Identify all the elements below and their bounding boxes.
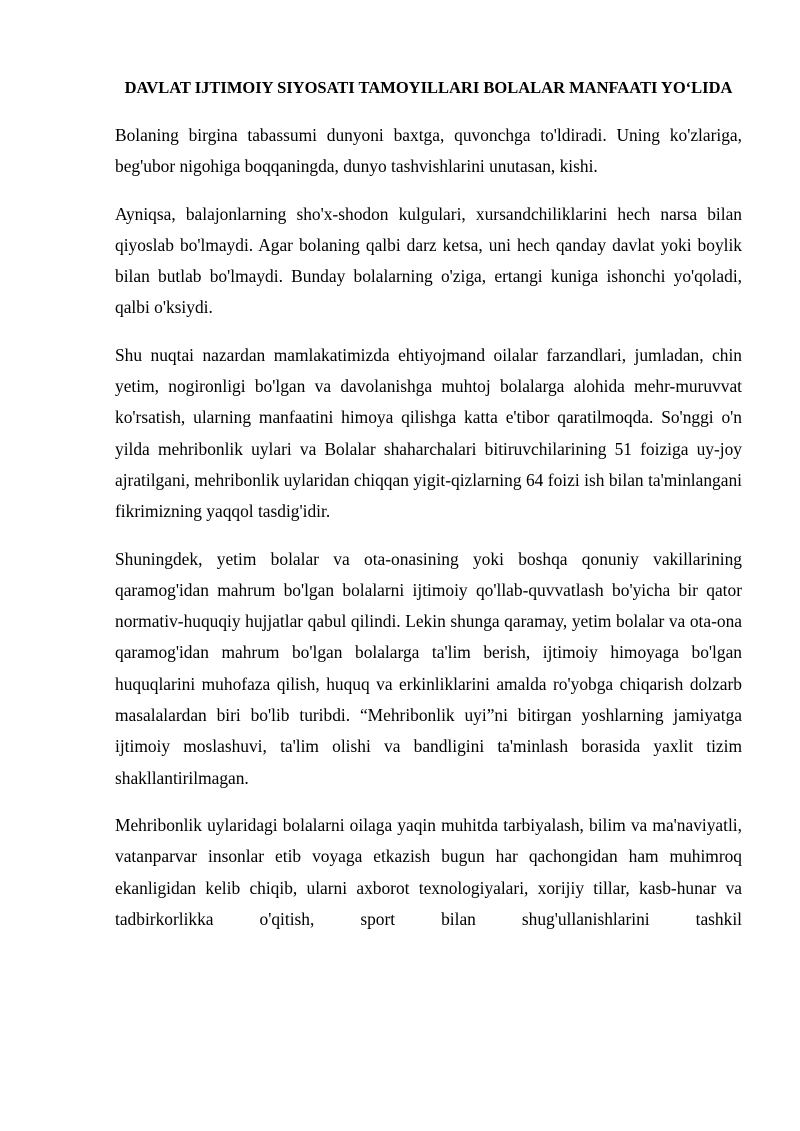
paragraph-2: Ayniqsa, balajonlarning sho'x-shodon kulgulari, xursandchiliklarini hech narsa bilan qiyoslab bo'lmaydi. Agar bolaning qalbi darz ketsa, uni hech qanday davlat yoki boylik bilan butlab bo'lmaydi. Bunday bolalarning o'ziga, ertangi kuniga ishonchi yo'qoladi, qalbi o'ksiydi. [115, 203, 742, 318]
paragraph-1: Bolaning birgina tabassumi dunyoni baxtga, quvonchga to'ldiradi. Uning ko'zlariga, beg'ubor nigohiga boqqaningda, dunyo tashvishlarini unutasan, kishi. [115, 125, 742, 177]
document-title: DAVLAT IJTIMOIY SIYOSATI TAMOYILLARI BOLALAR MANFAATI YO‘LIDA [124, 78, 733, 97]
paragraph-3: Shu nuqtai nazardan mamlakatimizda ehtiyojmand oilalar farzandlari, jumladan, chin yetim, nogironligi bo'lgan va davolanishga muhtoj bolalarga alohida mehr-muruvvat ko'rsatish, ularning manfaatini himoya qilishga katta e'tibor qaratilmoqda. So'nggi o'n yilda mehribonlik uylari va Bolalar shaharchalari bitiruvchilarining 51 foiziga uy-joy ajratilgani, mehribonlik uylaridan chiqqan yigit-qizlarning 64 foizi ish bilan ta'minlangani fikrimizning yaqqol tasdig'idir. [115, 344, 742, 522]
document-page [115, 72, 742, 935]
paragraph-4: Shuningdek, yetim bolalar va ota-onasining yoki boshqa qonuniy vakillarining qaramog'idan mahrum bo'lgan bolalarni ijtimoiy qo'llab-quvvatlash bo'yicha bir qator normativ-huquqiy hujjatlar qabul qilindi. Lekin shunga qaramay, yetim bolalar va ota-ona qaramog'idan mahrum bo'lgan bolalarga ta'lim berish, ijtimoiy himoyaga bo'lgan huquqlarini muhofaza qilish, huquq va erkinliklarini amalda ro'yobga chiqarish dolzarb masalalardan biri bo'lib turibdi. “Mehribonlik uyi”ni bitirgan yoshlarning jamiyatga ijtimoiy moslashuvi, ta'lim olishi va bandligini ta'minlash borasida yaxlit tizim shakllantirilmagan. [115, 548, 742, 788]
paragraph-5: Mehribonlik uylaridagi bolalarni oilaga yaqin muhitda tarbiyalash, bilim va ma'naviyatli, vatanparvar insonlar etib voyaga etkazish bugun har qachongidan ham muhimroq ekanligidan kelib chiqib, ularni axborot texnologiyalari, xorijiy tillar, kasb-hunar va tadbirkorlikka o'qitish, sport bilan shug'ullanishlarini tashkil [115, 814, 742, 929]
